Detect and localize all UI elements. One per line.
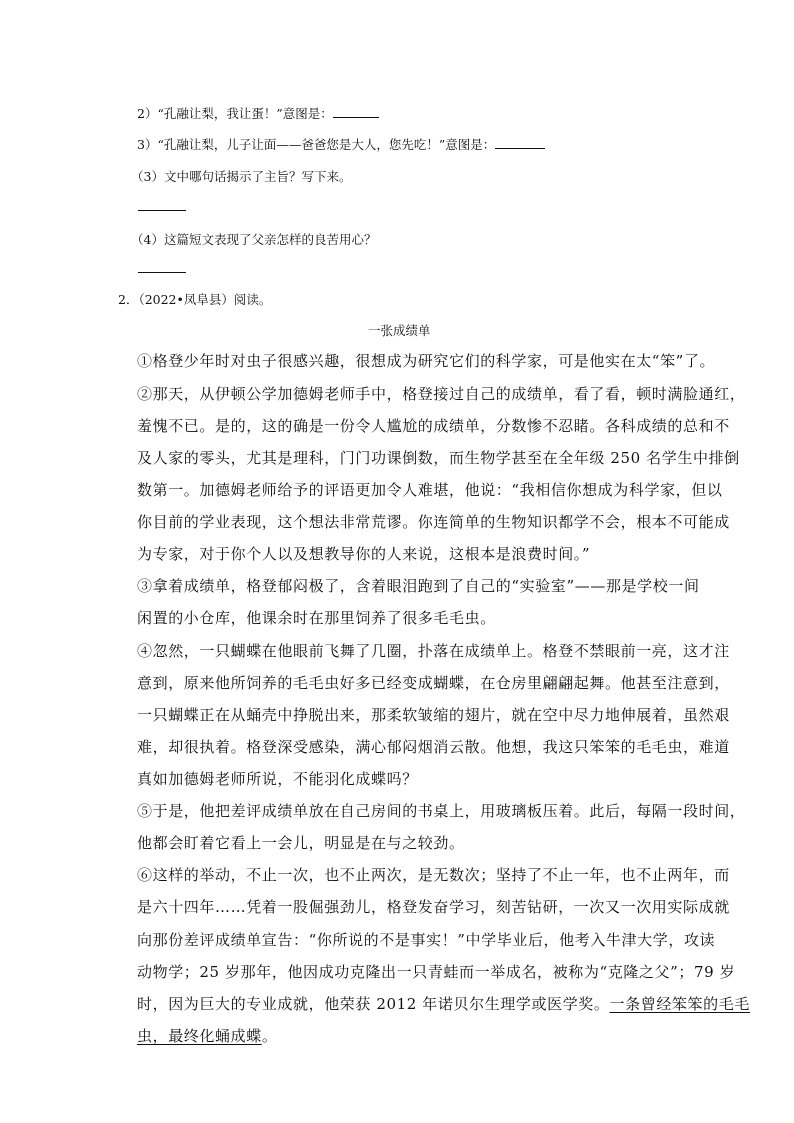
passage-line: 意到，原来他所饲养的毛毛虫好多已经变成蝴蝶，在仓房里翩翩起舞。他甚至注意到， [137,674,730,692]
passage-line: ②那天，从伊顿公学加德姆老师手中，格登接过自己的成绩单，看了看，顿时满脸通红， [137,385,746,403]
question-2-text: 2）“孔融让梨，我让蛋！”意图是： [137,106,333,121]
passage-line: 一只蝴蝶正在从蛹壳中挣脱出来，那柔软皱缩的翅片，就在空中尽力地伸展着，虽然艰 [137,706,730,724]
question-3-text: 3）“孔融让梨，儿子让面——爸爸您是大人，您先吃！”意图是： [137,137,496,152]
passage-line: 是六十四年……凭着一股倔强劲儿，格登发奋学习，刻苦钻研，一次又一次用实际成就 [137,898,730,916]
passage-line: 闲置的小仓库，他课余时在那里饲养了很多毛毛虫。 [137,609,496,627]
passage-line: 数第一。加德姆老师给予的评语更加令人难堪，他说：“我相信你想成为科学家，但以 [137,481,723,499]
passage-line: 他都会盯着它看上一会儿，明显是在与之较劲。 [137,834,465,852]
question-2-line [137,104,379,122]
passage-line: 及人家的零头，尤其是理科，门门功课倒数，而生物学甚至在全年级 250 名学生中排倒 [137,449,740,467]
underlined-sentence-part-1: 一条曾经笨笨的毛毛 [609,995,750,1013]
end-punctuation: 。 [261,1027,278,1045]
part-4-question: （4）这篇短文表现了父亲怎样的良苦用心？ [131,232,377,247]
passage-line: 难，却很执着。格登深受感染，满心郁闷烟消云散。他想，我这只笨笨的毛毛虫，难道 [137,738,730,756]
part-3-answer-blank[interactable] [138,210,186,211]
question-3-line [137,135,545,153]
passage-line: 真如加德姆老师所说，不能羽化成蝶吗？ [137,770,418,788]
passage-line: ⑤于是，他把差评成绩单放在自己房间的书桌上，用玻璃板压着。此后，每隔一段时间， [137,802,746,820]
part-3-question: （3）文中哪句话揭示了主旨？写下来。 [131,169,352,184]
passage-line-final [137,993,750,1014]
passage-line: 为专家，对于你个人以及想教导你的人来说，这根本是浪费时间。” [137,545,591,563]
passage-line-last [137,1025,277,1046]
passage-line: 羞愧不已。是的，这的确是一份令人尴尬的成绩单，分数惨不忍睹。各科成绩的总和不 [137,417,730,435]
answer-blank-2[interactable] [333,116,379,118]
part-4-answer-blank[interactable] [138,272,186,273]
answer-blank-3[interactable] [495,147,545,149]
passage-text: 时，因为巨大的专业成就，他荣获 2012 年诺贝尔生理学或医学奖。 [137,995,610,1013]
passage-line: 向那份差评成绩单宣告：“你所说的不是事实！”中学毕业后，他考入牛津大学，攻读 [137,931,716,949]
underlined-sentence-part-2: 虫，最终化蛹成蝶 [137,1027,262,1045]
passage-title: 一张成绩单 [368,323,431,338]
question-2-heading: 2．（2022•凤阜县）阅读。 [118,292,272,307]
passage-line: ④忽然，一只蝴蝶在他眼前飞舞了几圈，扑落在成绩单上。格登不禁眼前一亮，这才注 [137,642,730,660]
passage-line: ①格登少年时对虫子很感兴趣，很想成为研究它们的科学家，可是他实在太“笨”了。 [137,352,716,370]
passage-line: 动物学；25 岁那年，他因成功克隆出一只青蛙而一举成名，被称为“克隆之父”；79 岁 [137,963,736,981]
passage-line: 你目前的学业表现，这个想法非常荒谬。你连简单的生物知识都学不会，根本不可能成 [137,513,730,531]
passage-line: ⑥这样的举动，不止一次，也不止两次，是无数次；坚持了不止一年，也不止两年，而 [137,866,730,884]
passage-line: ③拿着成绩单，格登郁闷极了，含着眼泪跑到了自己的“实验室”——那是学校一间 [137,577,700,595]
